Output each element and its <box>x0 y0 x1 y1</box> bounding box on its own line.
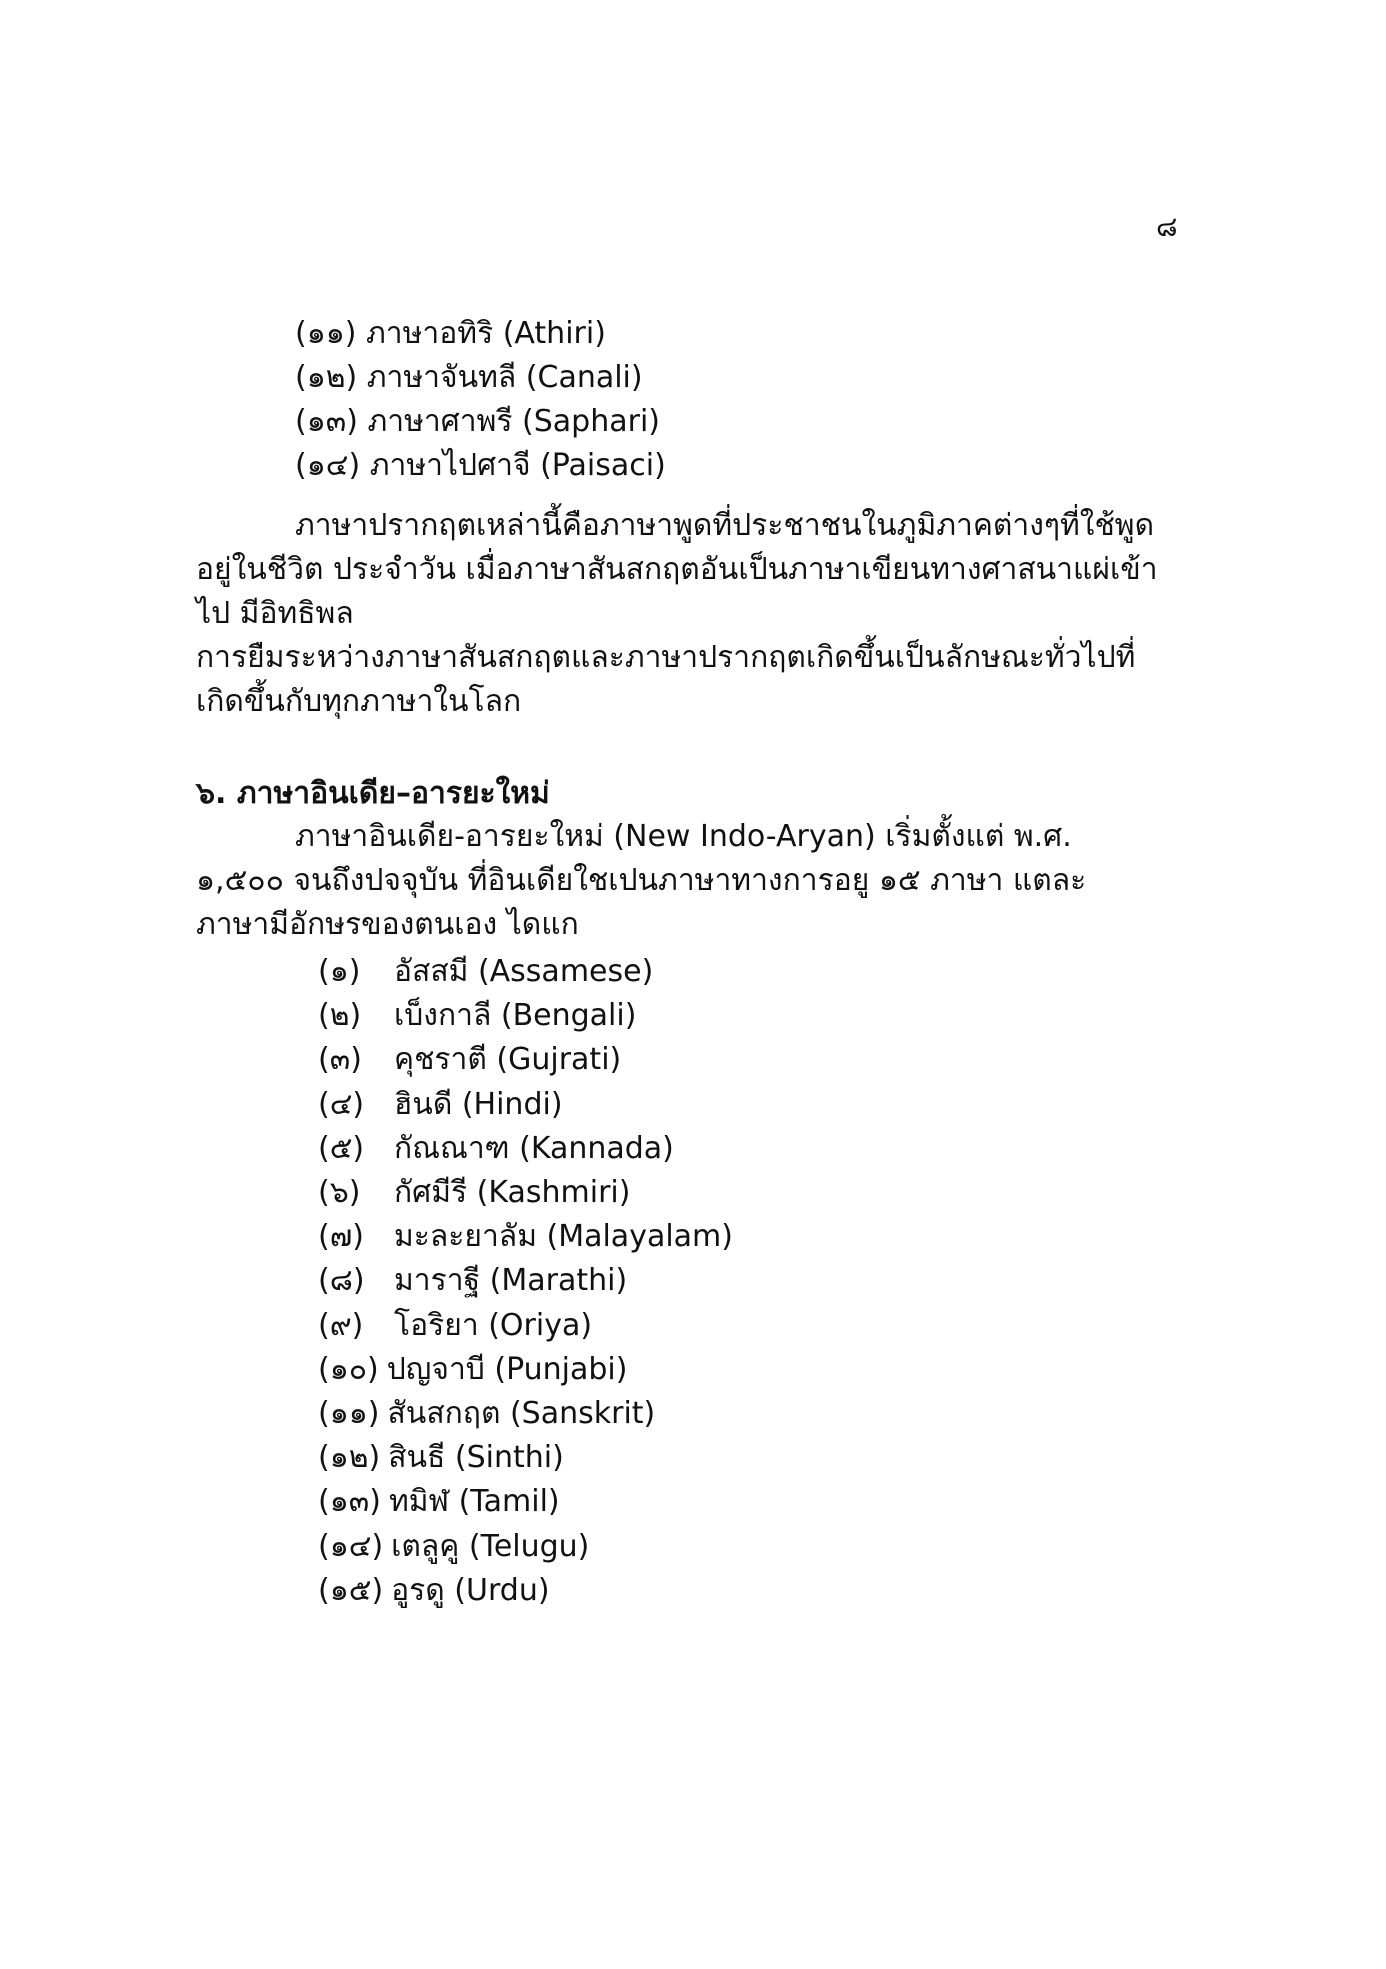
list-item-name: เตลูคู (Telugu) <box>391 1528 590 1564</box>
list-item-number: (๑๑) <box>318 1396 380 1432</box>
paragraph-line: ภาษามีอักษรของตนเอง ไดแก <box>196 907 579 942</box>
list-item <box>318 1259 733 1303</box>
list-item <box>318 1480 733 1524</box>
list-item: (๑๓) ภาษาศาพรี (Saphari) <box>295 404 660 439</box>
list-item-number: (๔) <box>318 1086 365 1122</box>
list-item <box>318 994 733 1038</box>
list-item <box>318 1083 733 1127</box>
list-item-name: อัสสมี (Assamese) <box>394 954 654 989</box>
list-item-name: สันสกฤต (Sanskrit) <box>387 1396 656 1432</box>
list-item-name: โอริยา (Oriya) <box>394 1307 593 1343</box>
paragraph-line: ไป มีอิทธิพล <box>196 596 354 631</box>
paragraph-line: การยืมระหว่างภาษาสันสกฤตและภาษาปรากฤตเกิดขึ้นเป็นลักษณะทั่วไปที่ <box>196 640 1136 675</box>
list-item-number: (๓) <box>318 1042 362 1078</box>
list-item-name: คุชราตี (Gujrati) <box>394 1042 622 1078</box>
paragraph-prakrit <box>196 504 1196 724</box>
list-item-number: (๑๕) <box>318 1572 384 1608</box>
paragraph-new-indo-aryan <box>196 815 1196 947</box>
list-item: (๑๔) ภาษาไปศาจี (Paisaci) <box>295 448 666 483</box>
list-item <box>318 1304 733 1348</box>
list-item-name: สินธี (Sinthi) <box>388 1440 564 1476</box>
list-item-number: (๑๔) <box>318 1528 384 1564</box>
prakrit-list <box>295 312 666 488</box>
list-item-number: (๙) <box>318 1307 364 1343</box>
list-item-number: (๗) <box>318 1219 364 1255</box>
list-item <box>318 1525 733 1569</box>
section-heading: ๖. ภาษาอินเดีย–อารยะใหม่ <box>196 776 550 811</box>
list-item <box>318 1436 733 1480</box>
paragraph-line: ภาษาปรากฤตเหล่านี้คือภาษาพูดที่ประชาชนในภูมิภาคต่างๆที่ใช้พูด <box>295 508 1155 543</box>
list-item-number: (๘) <box>318 1263 365 1299</box>
list-item-number: (๕) <box>318 1130 365 1166</box>
paragraph-line: ภาษาอินเดีย-อารยะใหม่ (New Indo-Aryan) เริ่มตั้งแต่ พ.ศ. <box>295 819 1072 854</box>
list-item <box>318 1392 733 1436</box>
list-item-number: (๒) <box>318 998 362 1034</box>
list-item-number: (๑๐) <box>318 1351 379 1387</box>
list-item-name: ปญจาบี (Punjabi) <box>386 1351 628 1387</box>
list-item <box>318 1569 733 1613</box>
list-item-number: (๑) <box>318 954 361 989</box>
list-item: (๑๑) ภาษาอทิริ (Athiri) <box>295 316 606 351</box>
list-item-name: ฮินดี (Hindi) <box>394 1086 563 1122</box>
list-item-name: ทมิฬ (Tamil) <box>388 1484 560 1520</box>
list-item-name: มะละยาลัม (Malayalam) <box>394 1219 733 1255</box>
list-item <box>318 950 733 994</box>
list-item <box>318 1038 733 1082</box>
language-list <box>318 950 733 1613</box>
list-item <box>318 1215 733 1259</box>
list-item-number: (๑๒) <box>318 1440 381 1476</box>
page-number: ๘ <box>1156 210 1178 243</box>
list-item-number: (๖) <box>318 1175 361 1211</box>
list-item-name: อูรดู (Urdu) <box>391 1572 550 1608</box>
paragraph-line: อยู่ในชีวิต ประจำวัน เมื่อภาษาสันสกฤตอันเป็นภาษาเขียนทางศาสนาแผ่เข้า <box>196 552 1158 587</box>
paragraph-line: เกิดขึ้นกับทุกภาษาในโลก <box>196 684 522 719</box>
list-item: (๑๒) ภาษาจันทลี (Canali) <box>295 360 643 395</box>
list-item <box>318 1171 733 1215</box>
list-item-name: มาราฐี (Marathi) <box>394 1263 628 1299</box>
list-item-number: (๑๓) <box>318 1484 381 1520</box>
list-item <box>318 1127 733 1171</box>
list-item-name: กัศมีรี (Kashmiri) <box>394 1175 631 1211</box>
list-item-name: กัณณาฑ (Kannada) <box>394 1130 674 1166</box>
paragraph-line: ๑,๕๐๐ จนถึงปจจุบัน ที่อินเดียใชเปนภาษาทางการอยู ๑๕ ภาษา แตละ <box>196 863 1087 898</box>
list-item-name: เบ็งกาลี (Bengali) <box>394 998 637 1034</box>
list-item <box>318 1348 733 1392</box>
